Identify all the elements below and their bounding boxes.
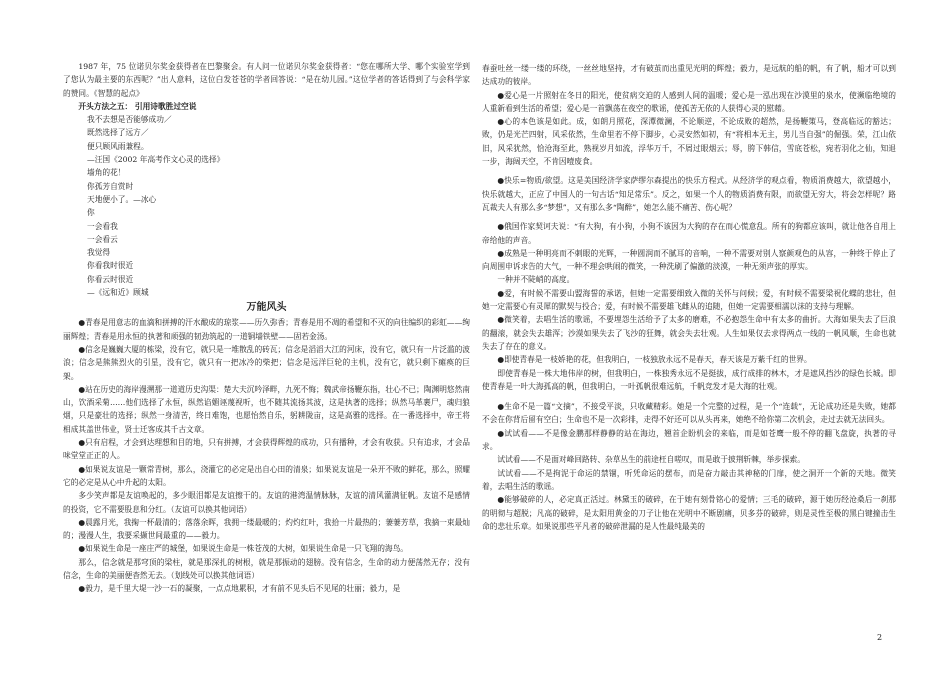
right-column xyxy=(482,62,896,533)
paragraph: ●即使青春是一枝娇艳的花，但我明白，一枝独放永远不是春天，春天该是万紫千红的世界。 xyxy=(497,355,812,365)
paragraph: ●俄国作家契诃夫说：“有大狗，有小狗，小狗不该因为大狗的存在而心慌意乱。所有的狗都应该叫，就让他各自用上帝给他的声音。 xyxy=(482,222,896,245)
paragraph: ●爱，有时候不需要山盟海誓的承诺，但她一定需要细致入微的关怀与问候；爱，有时候不需要梁祝化蝶的悲壮，但她一定需要心有灵犀的默契与投合；爱，有时候不需要雄飞雌从的追随，但她一定需要相濡以沫的支持与理解。 xyxy=(482,288,896,312)
spacer xyxy=(482,393,896,400)
paragraph: 那么，信念就是那穹顶的梁柱，就是那深扎的树根，就是那振动的翅膀。没有信念，生命的动力便荡然无存；没有信念，生命的美丽便杳然无去。（划线处可以换其他词语） xyxy=(63,557,470,580)
poem-line: 你看我时很近 xyxy=(87,261,134,271)
paragraph: ●微笑着，去唱生活的歌谣，不要埋怨生活给予了太多的磨难，不必抱怨生命中有太多的曲折。大海如果失去了巨浪的翻滚，就会失去雄浑；沙漠如果失去了飞沙的狂舞，就会失去壮观。人生如果仅去求得两点一线的一帆风顺，生命也就失去了存在的意义。 xyxy=(482,315,896,351)
paragraph: ●心的本色该是如此。成，如朗月照花，深潭微澜，不论顺逆，不论成败的超然，是扬鞭策马，登高临远的豁达；败，仍是光芒四射，风采依然，生命里若不停下脚步，心灵安然如初，有“将相本无主，男儿当自强”的倔强。荣，江山依旧，风采犹然，恰沧海至此，熟视岁月如流，浮华万千，不屑过眼烟云；辱，胯下韩信，雪底苍松，宛若羽化之仙，知退一步，海阔天空，不肯因噎废食。 xyxy=(482,117,896,167)
poem-line: 一会看云 xyxy=(87,234,118,244)
page-number: 2 xyxy=(877,633,883,642)
paragraph: 一种并不陡峭的高度。 xyxy=(497,275,575,285)
poem-line: —汪国《2002 年高考作文心灵的选择》 xyxy=(87,155,225,165)
paragraph: ●能够破碎的人，必定真正活过。林黛玉的破碎，在于她有刻骨铭心的爱情；三毛的破碎，源于她历经沧桑后一刹那的明彻与超脱；凡高的破碎，是太阳用黄金的刀子让他在光明中不断剧痛，贝多芬的破碎，则是灵性至极的黑白键撞击生命的悲壮乐章。如果说那些平凡者的破碎泄漏的是人性最纯最美的 xyxy=(482,495,896,531)
poem-line: 你 xyxy=(87,208,95,218)
paragraph: ●爱心是一片照射在冬日的阳光，使贫病交迫的人感到人间的温暖；爱心是一泓出现在沙漠里的泉水，使濒临绝境的人重新看到生活的希望；爱心是一首飘荡在夜空的歌谣，使孤苦无依的人获得心灵的慰藉。 xyxy=(482,90,896,113)
paragraph: ●成熟是一种明亮而不刺眼的光辉，一种圆润而不腻耳的音响，一种不需要对别人察颜观色的从容，一种终于停止了向周围申诉求告的大气，一种不理会哄闹的微笑，一种洗刷了偏激的淡漠，一种无须声张的厚实。 xyxy=(482,248,896,272)
section-heading: 开头方法之五： 引用诗歌胜过空说 xyxy=(78,101,197,111)
paragraph: 多少笑声都是友谊唤起的，多少眼泪都是友谊擦干的。友谊的港湾温情脉脉，友谊的清风灌满征帆。友谊不是感情的投资，它不需要股息和分红。（友谊可以换其他词语） xyxy=(63,491,470,514)
paragraph: ●生命不是一篇“文摘”，不接受平淡，只收藏精彩。她是一个完整的过程，是一个“连载”，无论成功还是失败，她都不会在你背后留有空白；生命也不是一次彩排，走得不好还可以从头再来，她绝不给你第二次机会，走过去就无法回头。 xyxy=(482,402,896,425)
paragraph: ●晨露月光，我掬一杯最清的；落落余晖，我拥一缕最暖的；灼灼红叶，我拾一片最热的；萋萋芳草，我摘一束最灿的；漫漫人生，我要采撷世间最重的——毅力。 xyxy=(63,517,470,541)
poem-line: 我不去想是否能够成功／ xyxy=(87,115,172,125)
poem-line: 天地便小了。—冰心 xyxy=(87,194,157,204)
paragraph: ●试试看——不是像金鹏那样静静的站在海边，翘首企盼机会的来临，而是如苍鹰一般不停的翻飞盘旋，执著的寻求。 xyxy=(482,428,896,452)
paragraph: 试试看——不是拘泥于命运的禁锢，听凭命运的摆布，而是奋力敲击其神秘的门扉，使之洞开一个新的天地。微笑着，去唱生活的歌谣。 xyxy=(482,468,896,491)
poem-line: 一会看我 xyxy=(87,221,118,231)
poem-line: 既然选择了远方／ xyxy=(87,128,149,138)
poem-line: 我觉得 xyxy=(87,248,111,258)
paragraph: ●青春是用意志的血滴和拼搏的汗水酿成的琼浆——历久弥香；青春是用不凋的希望和不灭的向往编织的彩虹——绚丽辉煌；青春是用永恒的执著和顽强的韧劲筑起的一道铜墙铁壁——固若金汤。 xyxy=(63,318,470,341)
paragraph: 试试看——不是面对峰回路转、杂草丛生的前途枉自嗟叹，而是敢于披荆斩棘，举步探索。 xyxy=(497,455,805,465)
paragraph: ●如果说生命是一座庄严的城堡，如果说生命是一株苍茂的大树，如果说生命是一只飞翔的海鸟。 xyxy=(78,544,408,554)
paragraph: ●快乐=物质/欲望。这是美国经济学家萨缪尔森提出的快乐方程式。从经济学的观点看，物质消费越大，欲望越小，快乐就越大，正应了中国人的一句古话“知足常乐”。反之，如果一个人的物质消费有限，而欲望无穷大，将会怎样呢？路瓦裁夫人有那么多“梦想”，又有那么多“陶醉”，她怎么能不痛苦、伤心呢？ xyxy=(482,176,896,212)
paragraph: ●站在历史的海岸漫溯那一道道历史沟渠：楚大夫沉吟泽畔，九死不悔；魏武帝扬鞭东指，壮心不已；陶渊明悠然南山，饮酒采菊……他们选择了永恒，纵然谄媚诬蔑视听，也不随其流扬其波，这是执著的选择；纵然马革裹尸，魂归狼烟，只是豪壮的选择；纵然一身清苦，终日难饱，也愿怡然自乐，躬耕陇亩，这是高雅的选择。在一番选择中，帝王将相成其盖世伟业，贤士迁客成其千古文章。 xyxy=(63,384,470,434)
poem-line: 墙角的花！ xyxy=(87,168,126,178)
paragraph: 即使青春是一株大地伟岸的树，但我明白，一株独秀永远不是挺拔，成行成排的林木，才是遮风挡沙的绿色长城。即使青春是一叶大海孤高的帆，但我明白，一叶孤帆很难远航，千帆竞发才是大海的壮观。 xyxy=(482,368,896,391)
poem-line: 你孤芳自赏时 xyxy=(87,181,134,191)
paragraph: 1987 年，75 位诺贝尔奖金获得者在巴黎聚会。有人问一位诺贝尔奖金获得者：“您在哪所大学、哪个实验室学到了您认为最主要的东西呢？”出人意料，这位白发苍苍的学者回答说：“是在幼儿园。”这位学者的答话得到了与会科学家的赞同。《智慧的起点》 xyxy=(63,62,470,98)
paragraph-continued: 春蚕吐丝一缕一缕的环绕，一丝丝地坚持，才有破茧而出重见光明的辉煌；毅力，是远航的船的帆，有了帆，船才可以到达成功的彼岸。 xyxy=(482,64,896,87)
section-title: 万能风头 xyxy=(246,302,287,314)
paragraph: ●只有启程，才会到达理想和目的地，只有拼搏，才会获得辉煌的成功，只有播种，才会有收获。只有追求，才会品味堂堂正正的人。 xyxy=(63,438,470,461)
paragraph: ●如果说友谊是一颗常青树，那么，浇灌它的必定是出自心田的清泉；如果说友谊是一朵开不败的鲜花，那么，照耀它的必定是从心中升起的太阳。 xyxy=(63,464,470,487)
paragraph: ●信念是巍巍大厦的栋梁，没有它，就只是一堆散乱的砖瓦；信念是滔滔大江的河床，没有它，就只有一片泛滥的波浪；信念是熊熊烈火的引星，没有它，就只有一把冰冷的柴把；信念是远洋巨轮的主机，没有它，就只剩下瘫痪的巨架。 xyxy=(63,344,470,381)
poem-line: —《远和近》顾城 xyxy=(87,288,149,298)
poem-line: 便只顾风雨兼程。 xyxy=(87,141,149,151)
left-column xyxy=(63,60,470,596)
paragraph: ●毅力，是千里大堤一沙一石的凝聚，一点点地累积，才有前不见头后不见尾的壮丽；毅力，是 xyxy=(78,584,401,594)
poem-line: 你看云时很近 xyxy=(87,274,134,284)
